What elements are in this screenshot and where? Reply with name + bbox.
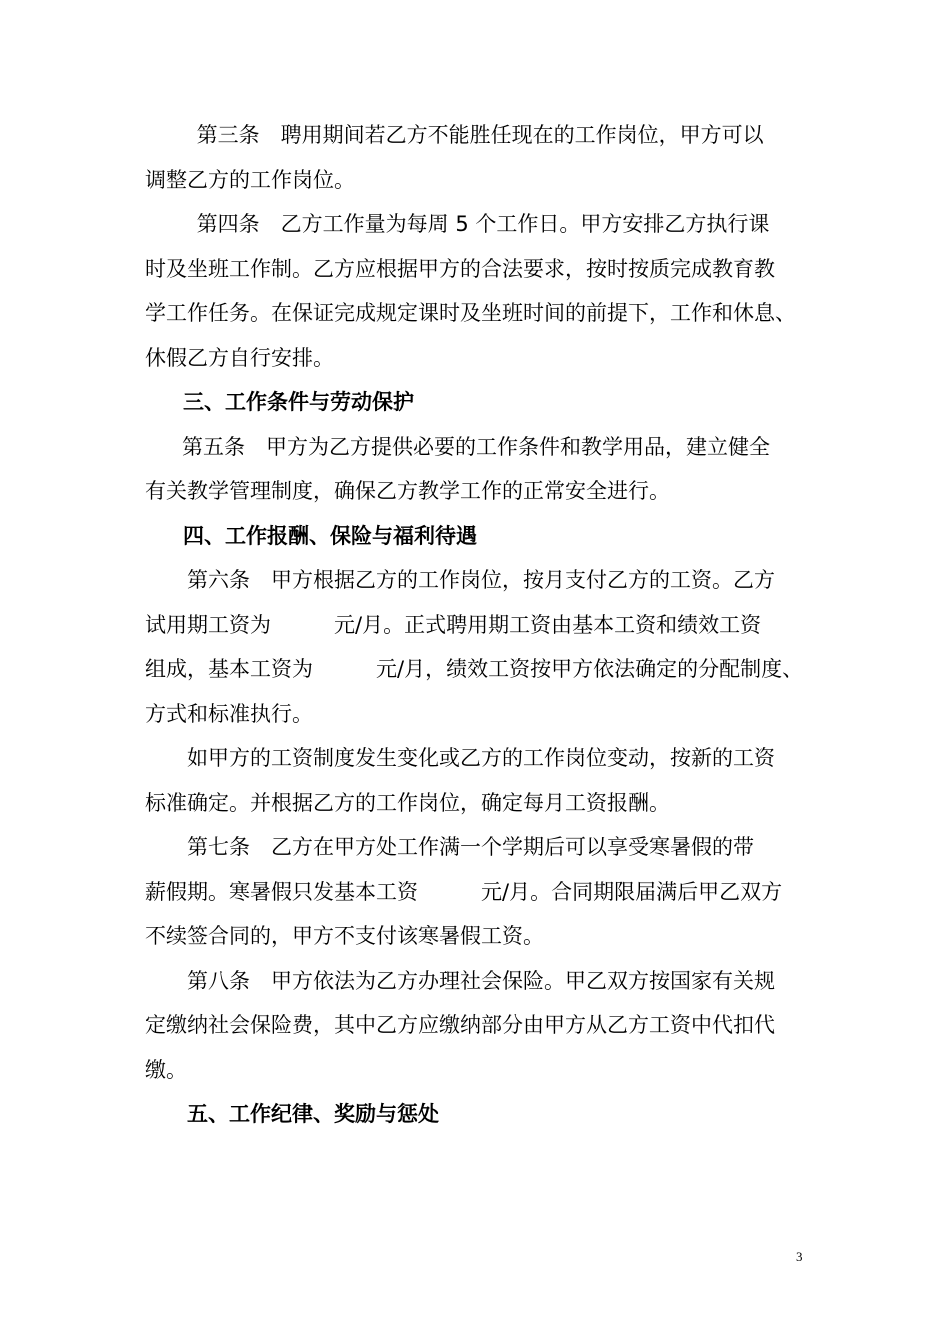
article-4-line-1: 第四条 乙方工作量为每周 5 个工作日。甲方安排乙方执行课 [190, 212, 770, 236]
article-6-line-4: 方式和标准执行。 [145, 702, 313, 726]
article-5-line-2: 有关教学管理制度，确保乙方教学工作的正常安全进行。 [145, 479, 670, 503]
article-8-line-2: 定缴纳社会保险费，其中乙方应缴纳部分由甲方从乙方工资中代扣代 [145, 1013, 775, 1037]
section-5-heading: 五、工作纪律、奖励与惩处 [187, 1102, 439, 1126]
article-8-line-3: 缴。 [145, 1058, 187, 1082]
article-4-line-2: 时及坐班工作制。乙方应根据甲方的合法要求，按时按质完成教育教 [145, 257, 775, 281]
article-3-line-2: 调整乙方的工作岗位。 [145, 168, 355, 192]
wage-change-line-1: 如甲方的工资制度发生变化或乙方的工作岗位变动，按新的工资 [187, 746, 775, 770]
article-8-line-1: 第八条 甲方依法为乙方办理社会保险。甲乙双方按国家有关规 [187, 969, 775, 993]
article-7-line-3: 不续签合同的，甲方不支付该寒暑假工资。 [145, 924, 544, 948]
section-3-heading: 三、工作条件与劳动保护 [183, 390, 414, 414]
article-5-line-1: 第五条 甲方为乙方提供必要的工作条件和教学用品，建立健全 [182, 435, 770, 459]
section-4-heading: 四、工作报酬、保险与福利待遇 [183, 524, 477, 548]
article-6-line-2: 试用期工资为 元/月。正式聘用期工资由基本工资和绩效工资 [145, 613, 762, 637]
wage-change-line-2: 标准确定。并根据乙方的工作岗位，确定每月工资报酬。 [145, 791, 670, 815]
article-7-line-2: 薪假期。寒暑假只发基本工资 元/月。合同期限届满后甲乙双方 [145, 880, 783, 904]
article-6-line-3: 组成，基本工资为 元/月，绩效工资按甲方依法确定的分配制度、 [145, 657, 804, 681]
page-number: 3 [796, 1249, 803, 1264]
article-4-line-4: 休假乙方自行安排。 [145, 346, 334, 370]
article-4-line-3: 学工作任务。在保证完成规定课时及坐班时间的前提下，工作和休息、 [145, 301, 796, 325]
article-6-line-1: 第六条 甲方根据乙方的工作岗位，按月支付乙方的工资。乙方 [187, 568, 775, 592]
article-3-line-1: 第三条 聘用期间若乙方不能胜任现在的工作岗位，甲方可以 [190, 123, 764, 147]
article-7-line-1: 第七条 乙方在甲方处工作满一个学期后可以享受寒暑假的带 [187, 835, 754, 859]
